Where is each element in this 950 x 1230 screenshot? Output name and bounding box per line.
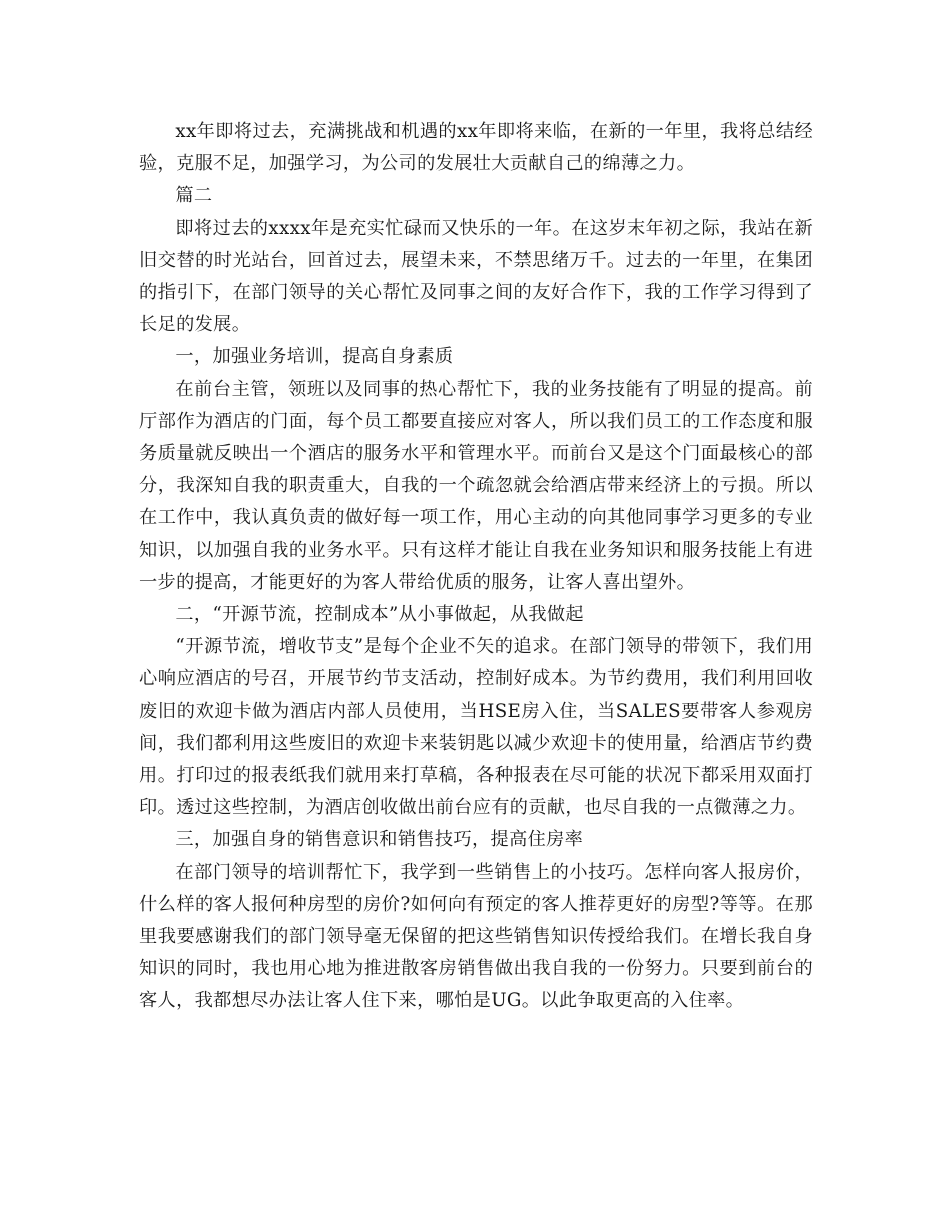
heading-cost-control: 二，“开源节流，控制成本”从小事做起，从我做起 (175, 604, 584, 626)
paragraph-business-training: 在前台主管，领班以及同事的热心帮忙下，我的业务技能有了明显的提高。前厅部作为酒店的门面，每个员工都要直接应对客人，所以我们员工的工作态度和服务质量就反映出一个酒店的服务水平和管理水平。而前台又是这个门面最核心的部分，我深知自我的职责重大，自我的一个疏忽就会给酒店带来经济上的亏损。所以在工作中，我认真负责的做好每一项工作，用心主动的向其他同事学习更多的专业知识，以加强自我的业务水平。只有这样才能让自我在业务知识和服务技能上有进一步的提高，才能更好的为客人带给优质的服务，让客人喜出望外。 (139, 378, 813, 593)
section-title-part-two: 篇二 (175, 185, 213, 207)
paragraph-cost-control: “开源节流，增收节支”是每个企业不矢的追求。在部门领导的带领下，我们用心响应酒店的号召，开展节约节支活动，控制好成本。为节约费用，我们利用回收废旧的欢迎卡做为酒店内部人员使用，当HSE房入住，当SALES要带客人参观房间，我们都利用这些废旧的欢迎卡来装钥匙以减少欢迎卡的使用量，给酒店节约费用。打印过的报表纸我们就用来打草稿，各种报表在尽可能的状况下都采用双面打印。透过这些控制，为酒店创收做出前台应有的贡献，也尽自我的一点微薄之力。 (139, 636, 813, 819)
heading-sales-skills: 三，加强自身的销售意识和销售技巧，提高住房率 (175, 829, 584, 851)
paragraph-intro: 即将过去的xxxx年是充实忙碌而又快乐的一年。在这岁末年初之际，我站在新旧交替的时光站台，回首过去，展望未来，不禁思绪万千。过去的一年里，在集团的指引下，在部门领导的关心帮忙及同事之间的友好合作下，我的工作学习得到了长足的发展。 (139, 217, 813, 336)
paragraph-closing: xx年即将过去，充满挑战和机遇的xx年即将来临，在新的一年里，我将总结经验，克服不足，加强学习，为公司的发展壮大贡献自己的绵薄之力。 (139, 121, 813, 175)
document-page (139, 116, 813, 1018)
paragraph-sales-skills: 在部门领导的培训帮忙下，我学到一些销售上的小技巧。怎样向客人报房价，什么样的客人报何种房型的房价?如何向有预定的客人推荐更好的房型?等等。在那里我要感谢我们的部门领导毫无保留的把这些销售知识传授给我们。在增长我自身知识的同时，我也用心地为推进散客房销售做出我自我的一份努力。只要到前台的客人，我都想尽办法让客人住下来，哪怕是UG。以此争取更高的入住率。 (139, 861, 813, 1012)
heading-business-training: 一，加强业务培训，提高自身素质 (175, 346, 454, 368)
